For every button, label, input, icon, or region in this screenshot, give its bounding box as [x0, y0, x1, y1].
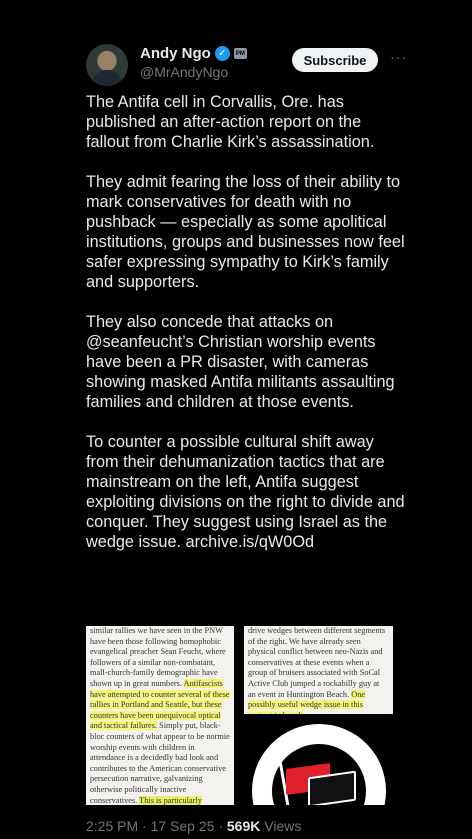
logo-inner	[272, 744, 366, 805]
tweet-paragraph: To counter a possible cultural shift away from their dehumanization tactics that are mainstream on the left, Antifa suggest exploiting divisions on the right to divide and conquer. They suggest using Israel as the wedge issue. archive.is/qW0Od	[86, 433, 405, 551]
verified-badge-icon: ✓	[215, 46, 230, 61]
doc-text: Simply put, black-bloc counters of what appear to be normie worship events with children in attendance is a decidedly bad look and contributes to the American conservative persecution narrative, galvanizing otherwise politically inactive conservatives.	[90, 721, 230, 805]
more-options-icon[interactable]: ···	[390, 49, 407, 65]
affiliate-badge: PM	[234, 48, 247, 59]
subscribe-button[interactable]: Subscribe	[292, 48, 378, 72]
tweet-paragraph: They also concede that attacks on @seanfeucht’s Christian worship events have been a PR disaster, with cameras showing masked Antifa militants assaulting families and children at those events.	[86, 313, 395, 411]
views-label: Views	[264, 818, 302, 834]
doc-highlight: This is particularly	[90, 796, 216, 806]
tweet-header	[0, 0, 472, 90]
antifa-flag-logo-icon[interactable]	[244, 714, 393, 805]
views-count: 569K	[226, 818, 261, 834]
tweet-media[interactable]	[86, 626, 393, 805]
logo-ring	[252, 724, 386, 805]
doc-text: drive wedges between different segments of the right. We have already seen physical conflict between neo-Nazis and conservatives at these events when a group of bruisers associated with SoCal Active Club jumped a rockabilly guy at an event in Huntington Beach.	[248, 626, 386, 699]
avatar-body	[92, 70, 122, 86]
tweet-date[interactable]: 17 Sep 25	[150, 818, 215, 834]
tweet-text	[86, 92, 406, 572]
black-flag	[308, 771, 356, 805]
doc-text: similar rallies we have seen in the PNW have been those following homophobic evangelical preacher Sean Feucht, where followers of a similar non-combatant, mall-church-family demographic have shown up in great numbers.	[90, 626, 226, 688]
avatar[interactable]	[86, 44, 128, 86]
doc-highlight: One possibly useful wedge issue in this	[248, 690, 365, 720]
author-name-row[interactable]	[140, 45, 247, 62]
tweet-paragraph: The Antifa cell in Corvallis, Ore. has published an after-action report on the fallout from Charlie Kirk’s assassination.	[86, 93, 375, 151]
tweet-paragraph: They admit fearing the loss of their ability to mark conservatives for death with no pushback — especially as some apolitical institutions, groups and businesses now feel safer expressing sympathy to Kirk’s family and supporters.	[86, 173, 405, 291]
tweet-meta	[86, 818, 301, 834]
avatar-head	[98, 51, 116, 71]
meta-separator: ·	[218, 818, 223, 834]
author-handle[interactable]: @MrAndyNgo	[140, 64, 229, 80]
tweet-time[interactable]: 2:25 PM	[86, 818, 139, 834]
doc-highlight: Antifascists have attempted to counter several of these rallies in Portland and Seattle, but these counters have been unequivocal optical and tactical failures.	[90, 678, 230, 731]
meta-separator: ·	[142, 818, 147, 834]
author-name[interactable]: Andy Ngo	[140, 45, 211, 62]
document-image-left[interactable]	[86, 626, 234, 805]
